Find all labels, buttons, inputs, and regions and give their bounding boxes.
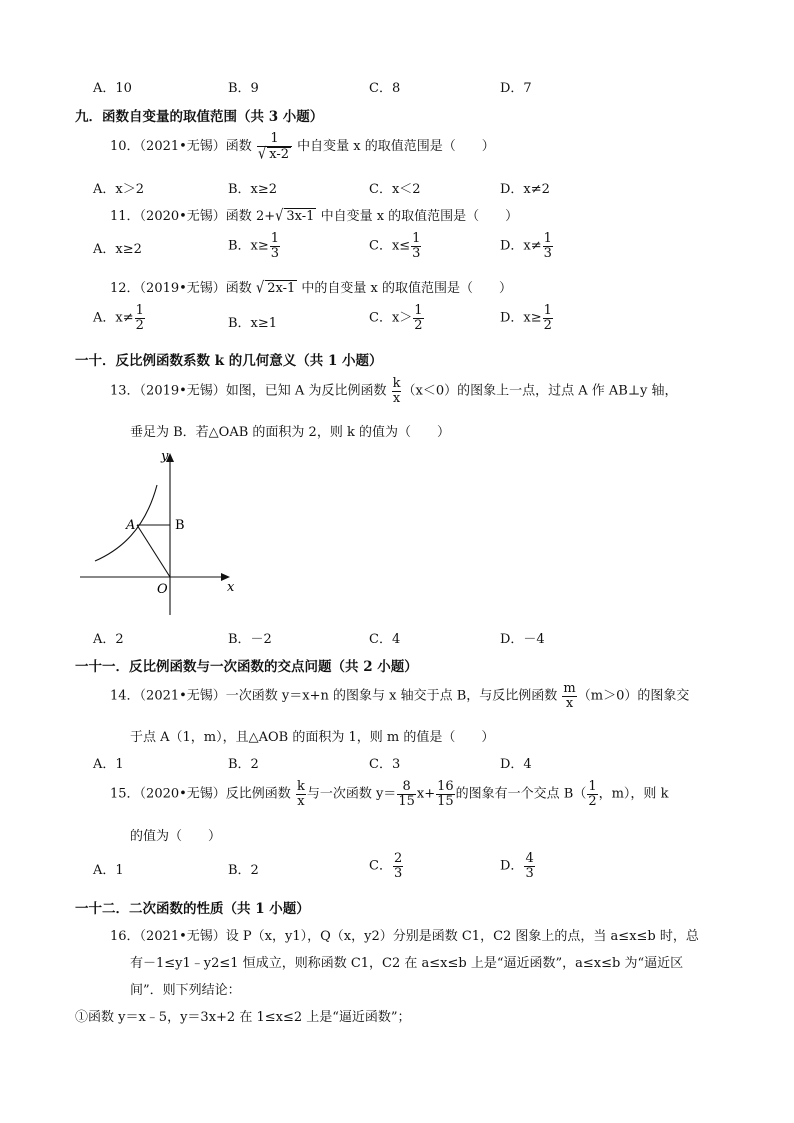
frac-num: 2 xyxy=(393,851,403,866)
q10-option-c: C．x＜2 xyxy=(369,182,421,197)
q15-option-d xyxy=(500,852,536,880)
frac-den: x xyxy=(297,793,305,809)
q12-c-label: C．x＞ xyxy=(369,310,413,326)
q10-option-a: A．x＞2 xyxy=(93,182,144,197)
q15-d-label: D． xyxy=(500,858,524,874)
frac-num: 1 xyxy=(270,231,280,246)
q11-option-b xyxy=(228,232,281,260)
frac-den: 15 xyxy=(398,793,415,809)
frac-den: 2 xyxy=(414,317,423,333)
q15-text-plus: x+ xyxy=(416,786,436,802)
question-13-line1 xyxy=(110,377,678,405)
frac-num: 1 xyxy=(135,303,144,318)
frac-den: 3 xyxy=(270,245,280,261)
frac-num: 1 xyxy=(414,303,423,318)
q9-option-c: C．8 xyxy=(369,81,401,96)
q15-d-fraction xyxy=(524,852,534,880)
section-title-9: 九．函数自变量的取值范围（共 3 小题） xyxy=(75,109,324,125)
q9-option-b: B．9 xyxy=(228,81,259,96)
frac-num: 1 xyxy=(588,779,597,794)
q15-option-a: A．1 xyxy=(93,863,124,878)
segment-ao xyxy=(137,525,170,577)
q11-option-a: A．x≥2 xyxy=(93,242,142,257)
q14-option-b: B．2 xyxy=(228,757,259,772)
q11-c-fraction xyxy=(411,232,421,260)
frac-num: 8 xyxy=(397,780,416,795)
q14-fraction xyxy=(562,682,576,710)
question-16-line1: 16．（2021•无锡）设 P（x，y1），Q（x，y2）分别是函数 C1，C2 图象上的点，当 a≤x≤b 时，总 xyxy=(110,929,699,944)
frac-den: 2 xyxy=(588,793,597,809)
q10-fraction xyxy=(257,131,292,164)
q12-text-post: 中的自变量 x 的取值范围是（ ） xyxy=(297,281,513,296)
q15-fraction-b xyxy=(587,780,597,808)
q11-b-fraction xyxy=(270,232,280,260)
question-16-line3: 间”．则下列结论： xyxy=(130,983,241,998)
q13-option-c: C．4 xyxy=(369,632,401,647)
q13-text-pre: 13．（2019•无锡）如图，已知 A 为反比例函数 xyxy=(110,383,391,399)
label-x: x xyxy=(227,580,235,595)
frac-den: x xyxy=(392,390,401,406)
q9-option-a: A．10 xyxy=(93,81,132,96)
q12-d-fraction xyxy=(543,304,553,332)
q12-text-pre: 12．（2019•无锡）函数 xyxy=(110,281,256,296)
q12-option-a xyxy=(93,304,146,332)
q13-option-a: A．2 xyxy=(93,632,124,647)
q15-option-b: B．2 xyxy=(228,863,259,878)
question-16-line2: 有－1≤y1﹣y2≤1 恒成立，则称函数 C1，C2 在 a≤x≤b 上是“逼近函数”，a≤x≤b 为“逼近区 xyxy=(130,956,684,971)
q13-option-d: D．－4 xyxy=(500,632,545,647)
q12-option-c xyxy=(369,304,425,332)
radical-sign: √ xyxy=(257,145,267,164)
q15-text-mid: 与一次函数 y＝ xyxy=(306,786,397,802)
q13-graph xyxy=(75,445,245,620)
q11-b-label: B．x≥ xyxy=(228,238,269,254)
question-14-line2: 于点 A（1，m），且△AOB 的面积为 1，则 m 的值是（ ） xyxy=(130,730,495,745)
frac-num: 1 xyxy=(412,231,421,246)
question-16-line4: ①函数 y＝x﹣5，y＝3x+2 在 1≤x≤2 上是“逼近函数”； xyxy=(75,1010,411,1025)
q9-option-d: D．7 xyxy=(500,81,532,96)
q11-radicand: 3x-1 xyxy=(286,209,315,224)
question-11 xyxy=(110,205,518,224)
label-a: A xyxy=(126,518,136,533)
q15-c-fraction xyxy=(393,852,403,880)
q12-radicand: 2x-1 xyxy=(267,281,296,296)
q15-fraction-1 xyxy=(397,780,416,808)
frac-den: 2 xyxy=(543,317,552,333)
section-title-12: 一十二．二次函数的性质（共 1 小题） xyxy=(75,901,310,917)
label-y: y xyxy=(161,449,169,464)
radical-sign: √ xyxy=(275,207,284,226)
q11-c-label: C．x≤ xyxy=(369,238,411,254)
q10-radicand: x-2 xyxy=(269,146,290,162)
q11-fn: 2+ xyxy=(255,209,276,224)
frac-num: 1 xyxy=(543,303,552,318)
q12-a-fraction xyxy=(135,304,145,332)
frac-den: x xyxy=(565,695,574,711)
question-14-line1 xyxy=(110,682,689,710)
radical-sign: √ xyxy=(255,279,265,298)
q15-text-post: 的图象有一个交点 B（ xyxy=(455,786,587,802)
q12-option-d xyxy=(500,304,554,332)
frac-num: m xyxy=(563,681,576,696)
question-15-line2: 的值为（ ） xyxy=(130,829,222,844)
question-13-line2: 垂足为 B．若△OAB 的面积为 2，则 k 的值为（ ） xyxy=(130,425,450,440)
q15-text-pre: 15．（2020•无锡）反比例函数 xyxy=(110,786,295,802)
q14-text-pre: 14．（2021•无锡）一次函数 y＝x+n 的图象与 x 轴交于点 B，与反比例函数 xyxy=(110,688,562,704)
frac-den: 2 xyxy=(135,317,144,333)
q14-option-a: A．1 xyxy=(93,757,124,772)
q15-option-c xyxy=(369,852,404,880)
q13-option-b: B．－2 xyxy=(228,632,272,647)
q14-text-post: （m＞0）的图象交 xyxy=(577,688,690,704)
q12-option-b: B．x≥1 xyxy=(228,316,278,331)
q12-d-label: D．x≥ xyxy=(500,310,542,326)
frac-num: k xyxy=(392,376,401,391)
q14-option-d: D．4 xyxy=(500,757,532,772)
q13-text-post: （x＜0）的图象上一点，过点 A 作 AB⊥y 轴， xyxy=(402,383,678,399)
q10-option-b: B．x≥2 xyxy=(228,182,278,197)
q10-text-pre: 10．（2021•无锡）函数 xyxy=(110,139,256,155)
frac-num: k xyxy=(296,779,305,794)
q11-d-fraction xyxy=(543,232,553,260)
frac-num: 4 xyxy=(525,851,534,866)
q11-option-c xyxy=(369,232,422,260)
q15-fraction-2 xyxy=(436,780,455,808)
q10-option-d: D．x≠2 xyxy=(500,182,550,197)
frac-den: 3 xyxy=(543,245,552,261)
q11-d-label: D．x≠ xyxy=(500,238,542,254)
section-title-10: 一十．反比例函数系数 k 的几何意义（共 1 小题） xyxy=(75,353,383,369)
frac-den: 3 xyxy=(412,245,421,261)
question-10 xyxy=(110,131,495,164)
q15-c-label: C． xyxy=(369,858,392,874)
frac-den: 15 xyxy=(437,793,454,809)
q13-fraction xyxy=(392,377,402,405)
q15-fraction-k xyxy=(296,780,306,808)
q10-text-post: 中自变量 x 的取值范围是（ ） xyxy=(293,139,495,155)
section-title-11: 一十一．反比例函数与一次函数的交点问题（共 2 小题） xyxy=(75,659,418,675)
q15-text-end: ，m），则 k xyxy=(598,786,669,802)
q12-c-fraction xyxy=(413,304,423,332)
q10-num: 1 xyxy=(257,132,292,147)
frac-num: 16 xyxy=(437,779,454,794)
frac-num: 1 xyxy=(543,231,552,246)
q12-a-label: A．x≠ xyxy=(93,310,134,326)
q14-option-c: C．3 xyxy=(369,757,401,772)
frac-den: 3 xyxy=(393,865,403,881)
q11-text-pre: 11．（2020•无锡）函数 xyxy=(110,209,256,224)
question-15-line1 xyxy=(110,780,668,808)
frac-den: 3 xyxy=(525,865,534,881)
question-12 xyxy=(110,277,512,296)
q11-option-d xyxy=(500,232,554,260)
label-b: B xyxy=(175,518,185,533)
q11-text-post: 中自变量 x 的取值范围是（ ） xyxy=(316,209,519,224)
label-o: O xyxy=(157,582,168,597)
